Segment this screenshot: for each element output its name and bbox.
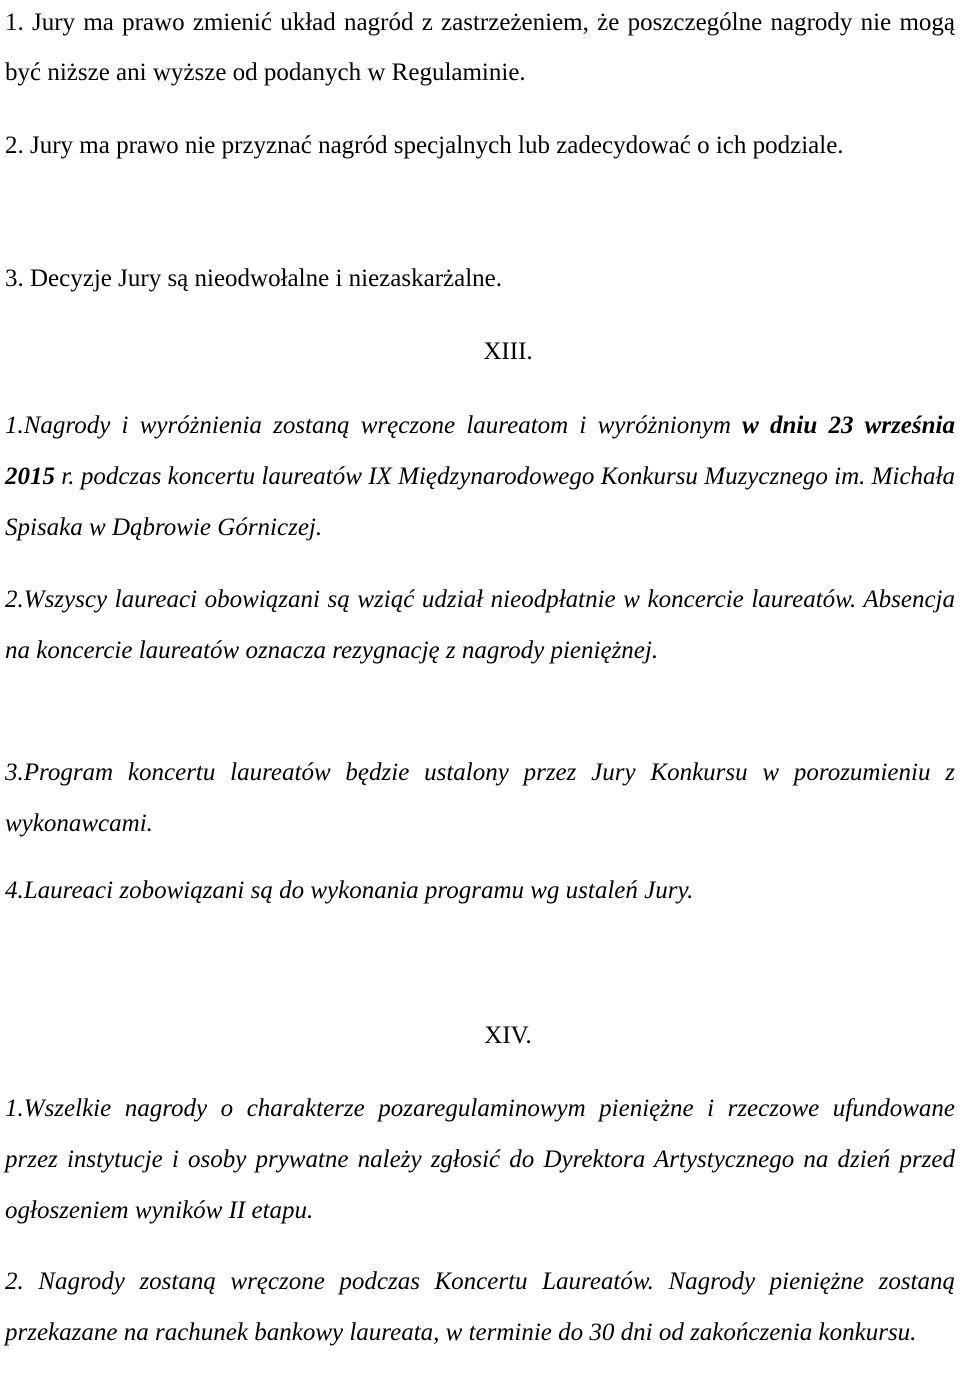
xiii-point-1-text-b: r. podczas koncertu laureatów IX Międzynarodowego Konkursu Muzycznego im. Michała Spisaka w Dąbrowie Górniczej. <box>5 463 955 541</box>
xii-point-1: 1. Jury ma prawo zmienić układ nagród z zastrzeżeniem, że poszczególne nagrody nie mogą być niższe ani wyższe od podanych w Regulaminie. <box>5 9 955 86</box>
xiii-point-3: 3.Program koncertu laureatów będzie ustalony przez Jury Konkursu w porozumieniu z wykonawcami. <box>5 759 955 837</box>
section-heading-xiii: XIII. <box>483 338 533 365</box>
xiii-point-2: 2.Wszyscy laureaci obowiązani są wziąć udział nieodpłatnie w koncercie laureatów. Absencja na koncercie laureatów oznacza rezygnację z nagrody pieniężnej. <box>5 586 955 664</box>
section-heading-xiv: XIV. <box>484 1022 532 1049</box>
xiii-point-1-date: w dniu 23 września 2015 <box>5 412 955 490</box>
xiii-point-1-text-a: 1.Nagrody i wyróżnienia zostaną wręczone laureatom i wyróżnionym <box>5 412 743 439</box>
xiv-point-2: 2. Nagrody zostaną wręczone podczas Koncertu Laureatów. Nagrody pieniężne zostaną przekazane na rachunek bankowy laureata, w terminie do 30 dni od zakończenia konkursu. <box>5 1268 955 1346</box>
xiii-point-1 <box>5 400 955 553</box>
xii-point-2: 2. Jury ma prawo nie przyznać nagród specjalnych lub zadecydować o ich podziale. <box>5 132 844 159</box>
xii-point-3: 3. Decyzje Jury są nieodwołalne i niezaskarżalne. <box>5 265 503 292</box>
xiii-point-4: 4.Laureaci zobowiązani są do wykonania programu wg ustaleń Jury. <box>5 877 694 904</box>
xiv-point-1: 1.Wszelkie nagrody o charakterze pozaregulaminowym pieniężne i rzeczowe ufundowane przez instytucje i osoby prywatne należy zgłosić do Dyrektora Artystycznego na dzień przed ogłoszeniem wyników II etapu. <box>5 1095 955 1224</box>
